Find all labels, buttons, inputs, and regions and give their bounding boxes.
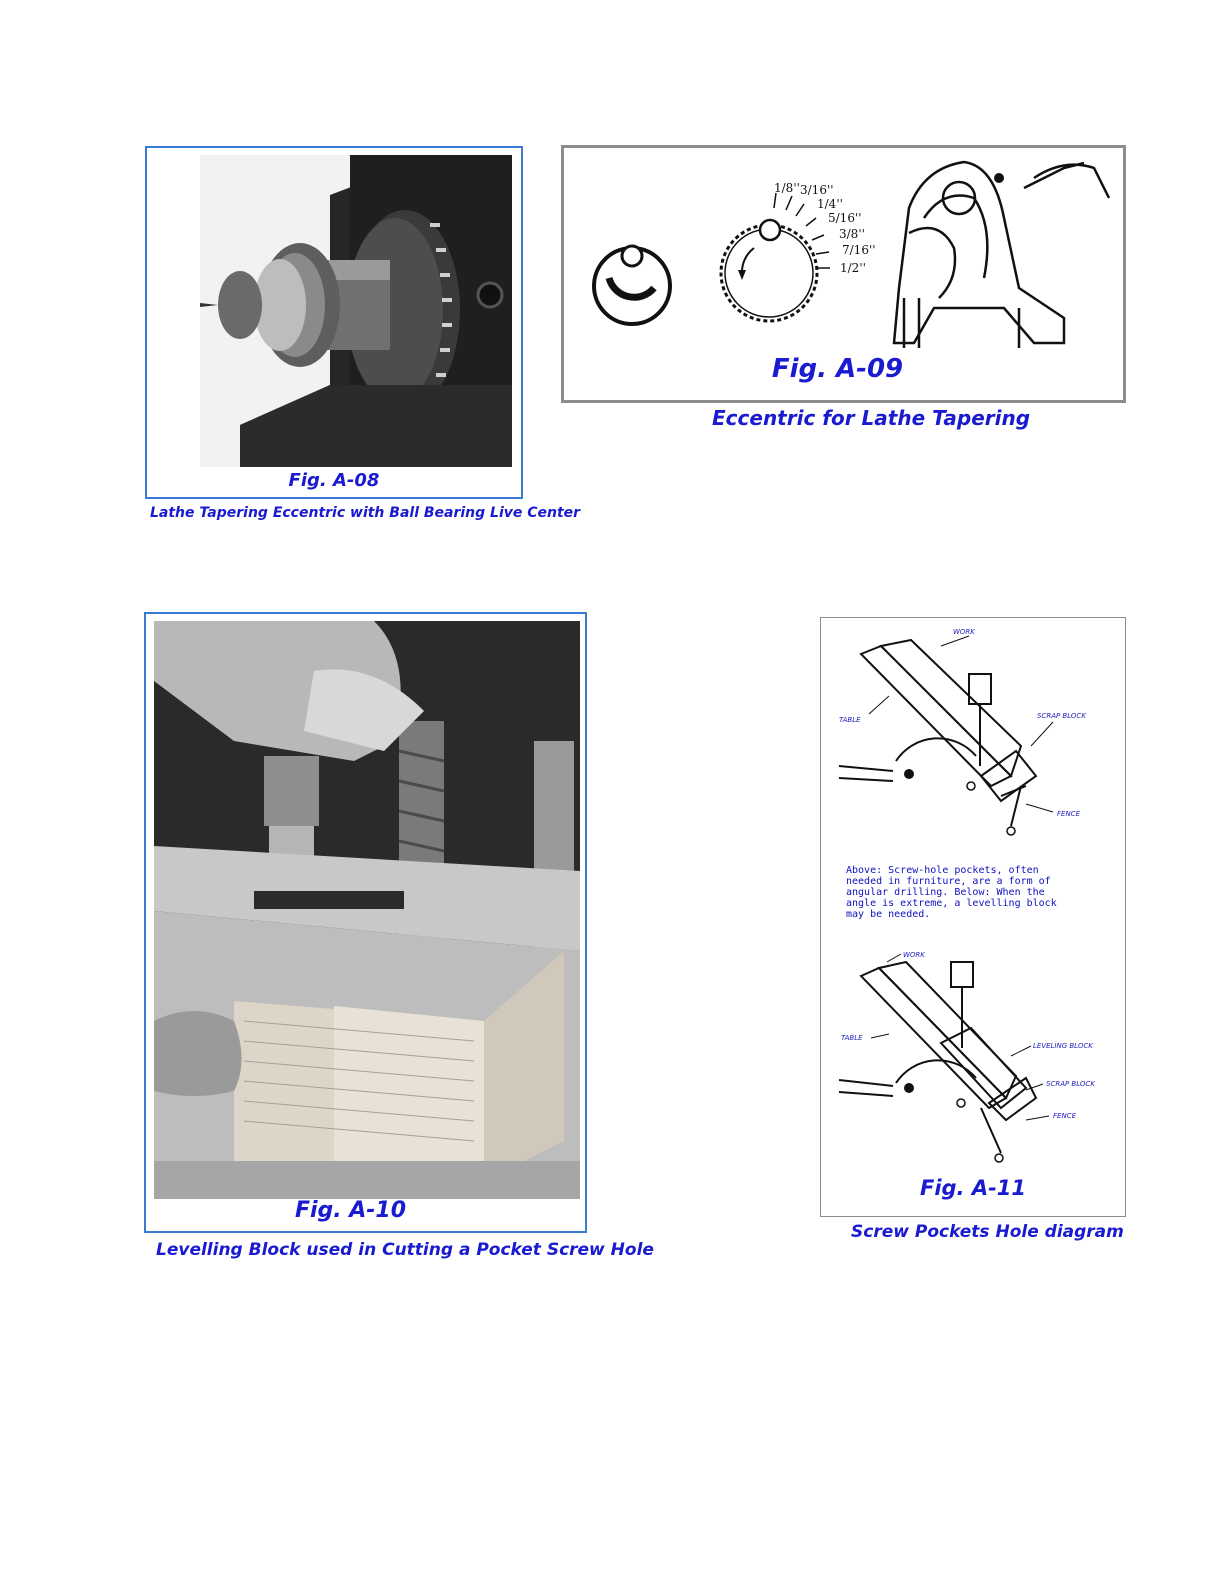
- figure-caption: Levelling Block used in Cutting a Pocket Screw Hole: [156, 1240, 654, 1260]
- diagram-note: Above: Screw-hole pockets, often needed in furniture, are a form of angular drilling. Below: When the angle is extreme, a levelling block may be needed.: [846, 865, 1057, 920]
- dial-mark: 1/8'': [774, 181, 800, 195]
- figure-label: Fig. A-08: [288, 470, 380, 491]
- label-table: TABLE: [839, 716, 861, 724]
- figure-label: Fig. A-11: [919, 1176, 1027, 1200]
- screw-pocket-diagram-top: [821, 626, 1125, 846]
- dial-mark: 5/16'': [828, 211, 862, 225]
- figure-label: Fig. A-10: [294, 1198, 407, 1223]
- label-fence: FENCE: [1053, 1112, 1076, 1120]
- dial-mark: 3/16'': [800, 183, 834, 197]
- label-table: TABLE: [841, 1034, 863, 1042]
- figure-caption: Lathe Tapering Eccentric with Ball Bearing Live Center: [150, 505, 581, 521]
- figure-a08: [145, 146, 523, 499]
- label-leveling-block: LEVELING BLOCK: [1033, 1042, 1093, 1050]
- dial-mark: 3/8'': [839, 227, 865, 241]
- dial-mark: 1/4'': [817, 197, 843, 211]
- label-scrap-block: SCRAP BLOCK: [1046, 1080, 1095, 1088]
- label-work: WORK: [953, 628, 975, 636]
- label-work: WORK: [903, 951, 925, 959]
- dial-mark: 7/16'': [842, 243, 876, 257]
- figure-caption: Eccentric for Lathe Tapering: [712, 406, 1031, 430]
- label-scrap-block: SCRAP BLOCK: [1037, 712, 1086, 720]
- label-fence: FENCE: [1057, 810, 1080, 818]
- screw-pocket-diagram-bottom: [821, 948, 1125, 1178]
- figure-a10: [144, 612, 587, 1233]
- figure-label: Fig. A-09: [771, 354, 904, 384]
- figure-a09: [561, 145, 1126, 403]
- dial-mark: 1/2'': [840, 261, 866, 275]
- drill-press-photo: [154, 621, 580, 1199]
- figure-caption: Screw Pockets Hole diagram: [851, 1222, 1124, 1242]
- figure-a11: [820, 617, 1126, 1217]
- eccentric-dial-drawing: [564, 148, 1123, 348]
- lathe-eccentric-photo: [200, 155, 512, 467]
